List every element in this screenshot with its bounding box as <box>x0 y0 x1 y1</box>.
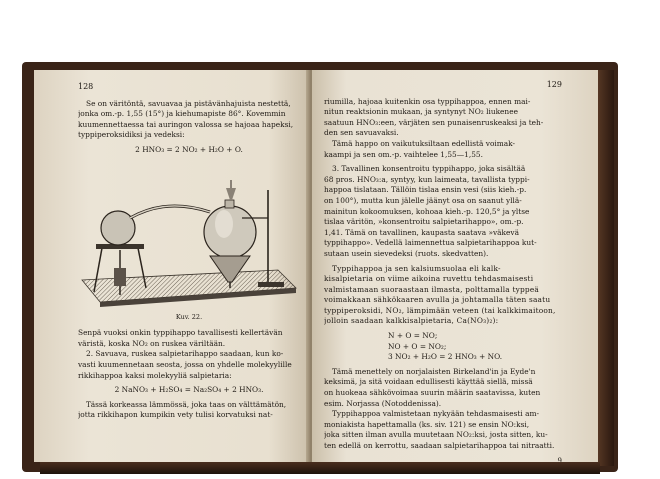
equation: 3 NO₂ + H₂O = 2 HNO₃ + NO. <box>388 352 503 362</box>
text-line: moniakista hapettamalla (ks. siv. 121) se ensin NO:ksi, <box>324 419 530 429</box>
text-line: rikkihappoa kaksi molekyyliä salpietaria: <box>78 370 232 380</box>
book-bottom-edge <box>40 462 600 474</box>
distillation-apparatus-illustration <box>78 160 300 310</box>
text-line: 3. Tavallinen konsentroitu typpihappo, joka sisältää <box>332 164 526 174</box>
text-line: jolloin saadaan kalkkisalpietaria, Ca(NO₃)₂): <box>324 316 499 326</box>
text-line: Typpihappoa valmistetaan nykyään tehdasmaisesti am- <box>332 409 539 419</box>
right-para-2 <box>324 164 562 259</box>
text-line: kuumennettaessa tai auringon valossa se hajoaa hapeksi, <box>78 119 294 129</box>
text-line: saatuun HNO₃:een, värjäten sen punaisenruskeaksi ja teh- <box>324 117 544 127</box>
text-line: typpiperoksidi, NO₂, lämpimään veteen (tai kalkkimaitoon, <box>324 305 556 315</box>
right-para-4 <box>324 367 562 452</box>
text-line: on huokeaa sähkövoimaa suurin määrin saatavissa, kuten <box>324 388 541 398</box>
text-line: esim. Norjassa (Notoddenissa). <box>324 398 442 408</box>
text-line: happoa tislataan. Tällöin tislaa ensin vesi (siis kieh.-p. <box>324 185 527 195</box>
text-line: kisalpietaria on viime aikoina ruvettu tehdasmaisesti <box>324 274 534 284</box>
signature-mark: 9 <box>557 456 562 462</box>
text-line: vasti kuumennetaan seosta, jossa on yhdelle molekyylille <box>78 359 292 369</box>
text-line: 2. Savuava, ruskea salpietarihappo saadaan, kun ko- <box>86 349 284 359</box>
text-line: typpiperoksidiksi ja vedeksi: <box>78 130 185 140</box>
text-line: jonka om.-p. 1,55 (15°) ja kiehumapiste 86°. Kovemmin <box>78 109 286 119</box>
right-page <box>312 70 598 462</box>
left-page <box>34 70 310 462</box>
text-line: Tässä korkeassa lämmössä, joka taas on välttämätön, <box>86 399 287 409</box>
text-line: 1,41. Tämä on tavallinen, kaupasta saatava »väkevä <box>324 227 519 237</box>
text-line: den sen savuavaksi. <box>324 128 399 138</box>
text-line: kaampi ja sen om.-p. vaihtelee 1,55—1,55. <box>324 149 483 159</box>
text-line: typpihappo». Vedellä laimennettua salpietarihappoa kut- <box>324 238 537 248</box>
text-line: sutaan usein sievedeksi (ruots. skedvatten). <box>324 248 489 258</box>
page-number-left: 128 <box>78 82 94 91</box>
equation: 2 NaNO₃ + H₂SO₄ = Na₂SO₄ + 2 HNO₃. <box>114 385 264 395</box>
text-line: ten edellä on kerrottu, saadaan salpietarihappoa tai nitraatti. <box>324 441 555 450</box>
text-line: tislaa väritön, »konsentroitu salpietarihappo», om.-p. <box>324 217 524 227</box>
distillation-apparatus-figure <box>78 160 300 310</box>
left-para-3 <box>78 400 300 421</box>
text-line: Tämä menettely on norjalaisten Birkeland'in ja Eyde'n <box>332 366 536 376</box>
text-line: riumilla, hajoaa kuitenkin osa typpihappoa, ennen mai- <box>324 96 531 106</box>
text-line: joka sitten ilman avulla muutetaan NO₂:ksi, josta sitten, ku- <box>324 430 548 440</box>
text-line: mainitun kokoomuksen, kohoaa kieh.-p. 120,5° ja yltse <box>324 206 530 216</box>
equation: 2 HNO₃ = 2 NO₂ + H₂O + O. <box>135 144 243 154</box>
text-line: Se on väritöntä, savuavaa ja pistävänhajuista nestettä, <box>86 98 291 108</box>
left-para-2 <box>78 328 300 381</box>
text-line: jotta rikkihapon kumpikin vety tulisi korvatuksi nat- <box>78 410 273 420</box>
page-number-right: 129 <box>546 80 562 89</box>
left-para-1 <box>78 99 300 141</box>
equation-group <box>324 331 562 363</box>
text-line: Typpihappoa ja sen kalsiumsuolaa eli kalk- <box>332 263 501 273</box>
text-line: nitun reaktsionin mukaan, ja syntynyt NO₂ liukenee <box>324 107 518 117</box>
figure-caption: Kuv. 22. <box>175 312 203 321</box>
text-line: Senpä vuoksi onkin typpihappo tavallisesti kellertävän <box>78 328 283 338</box>
text-line: Tämä happo on vaikutuksiltaan edellistä voimak- <box>332 138 516 148</box>
right-para-1 <box>324 97 562 161</box>
equation: N + O = NO; <box>388 331 438 341</box>
text-line: valmistamaan suoraastaan ilmasta, polttamalla typpeä <box>324 284 540 294</box>
equation: NO + O = NO₂; <box>388 341 447 351</box>
text-line: voimakkaan sähkökaaren avulla ja johtamalla täten saatu <box>324 295 551 305</box>
right-para-3 <box>324 264 562 328</box>
text-line: väristä, koska NO₂ on ruskea väriltään. <box>78 338 226 348</box>
book-page-edges <box>596 70 614 466</box>
text-line: 68 pros. HNO₃:a, syntyy, kun laimeata, tavallista typpi- <box>324 174 530 184</box>
text-line: on 100°), mutta kun jälelle jäänyt osa on saanut yllä- <box>324 195 522 205</box>
text-line: keksimä, ja sitä voidaan edullisesti käyttää siellä, missä <box>324 377 533 387</box>
